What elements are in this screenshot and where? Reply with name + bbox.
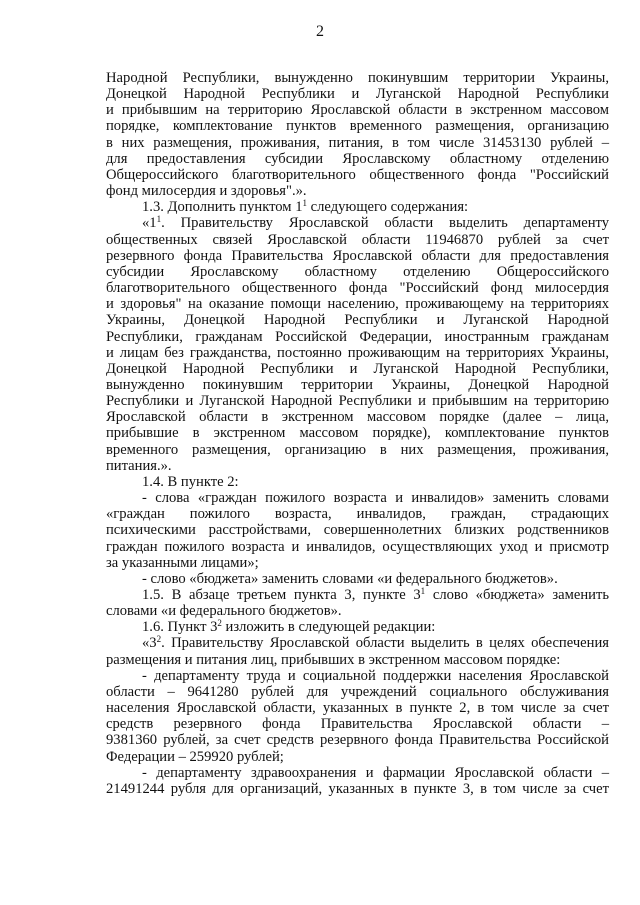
text-fragment: следующего содержания:: [307, 199, 469, 216]
text-line: граждан пожилого возраста и инвалидов, осуществляющих уход и присмотр: [106, 538, 609, 555]
text-line: фонд милосердия и здоровья".».: [106, 183, 307, 200]
text-line: общественных связей Ярославской области 11946870 рублей за счет: [106, 231, 609, 248]
paragraph: [106, 765, 609, 797]
text-line: в них размещения, проживания, питания, в том числе 31453130 рублей –: [106, 134, 609, 151]
text-line: Республики, гражданам Российской Федерации, иностранным гражданам: [106, 328, 609, 345]
text-line: - департаменту здравоохранения и фармации Ярославской области –: [142, 764, 609, 781]
text-line: резервного фонда Правительства Ярославской области для предоставления: [106, 247, 609, 264]
text-line: размещения и питания лиц, прибывших в экстренном массовом порядке:: [106, 651, 561, 668]
text-line: 21491244 рубля для организаций, указанных в пункте 3, в том числе за счет: [106, 780, 609, 797]
text-line: субсидии Ярославскому областному отделению Общероссийского: [106, 263, 609, 280]
text-line: прибывшие в экстренном массовом порядке), комплектование пунктов: [106, 425, 609, 442]
text-fragment: 1.3. Дополнить пунктом 1: [142, 199, 303, 216]
text-line: Общероссийского благотворительного общественного фонда "Российский: [106, 166, 609, 183]
text-line: Донецкой Народной Республики и Луганской Народной Республики: [106, 86, 609, 103]
text-line: Народной Республики, вынужденно покинувшим территории Украины,: [106, 70, 609, 86]
text-fragment: 1.5. В абзаце третьем пункта 3, пункте 3: [142, 587, 421, 603]
text-line: Республики и Луганской Народной Республики и прибывшим на территорию: [106, 393, 609, 410]
text-line: [106, 619, 609, 635]
text-line: и прибывшим на территорию Ярославской области в экстренном массовом: [106, 102, 609, 119]
text-line: и лицам без гражданства, постоянно проживающим на территориях Украины,: [106, 344, 609, 361]
paragraph: [106, 668, 609, 765]
text-line: 1.4. В пункте 2:: [142, 473, 239, 490]
text-line: - слово «бюджета» заменить словами «и федерального бюджетов».: [142, 570, 558, 587]
paragraph: [106, 635, 609, 667]
text-fragment: . Правительству Ярославской области выделить департаменту: [161, 215, 609, 232]
text-fragment: изложить в следующей редакции:: [221, 619, 436, 636]
superscript-index: 1: [420, 586, 426, 596]
text-line: Федерации – 259920 рублей;: [106, 748, 284, 765]
text-line: средств резервного фонда Правительства Ярославской области –: [106, 716, 609, 733]
text-line: за указанными лицами»;: [106, 554, 259, 571]
document-body: [106, 70, 609, 797]
text-line: вынужденно покинувшим территории Украины, Донецкой Народной: [106, 376, 609, 393]
superscript-index: 2: [156, 634, 162, 645]
text-line: [106, 635, 609, 651]
text-line: «граждан пожилого возраста, инвалидов, граждан, страдающих: [106, 506, 609, 523]
text-line: Донецкой Народной Республики и Луганской Народной Республики,: [106, 360, 609, 377]
paragraph: [106, 474, 609, 490]
paragraph: [106, 215, 609, 474]
text-line: порядке, комплектование пунктов временного размещения, организацию: [106, 118, 609, 135]
text-line: для предоставления субсидии Ярославскому областному отделению: [106, 150, 609, 167]
paragraph: [106, 571, 609, 587]
text-line: [106, 587, 609, 603]
superscript-index: 2: [217, 618, 222, 629]
text-fragment: «1: [142, 215, 157, 232]
paragraph: [106, 199, 609, 215]
text-line: питания.».: [106, 457, 172, 474]
text-line: [106, 215, 609, 231]
paragraph: [106, 619, 609, 635]
paragraph: [106, 490, 609, 571]
text-line: - департаменту труда и социальной поддержки населения Ярославской: [142, 667, 609, 684]
text-fragment: 1.6. Пункт 3: [142, 619, 218, 636]
superscript-index: 1: [302, 198, 307, 209]
text-fragment: «3: [142, 635, 157, 652]
text-line: - слова «граждан пожилого возраста и инвалидов» заменить словами: [142, 490, 609, 507]
text-fragment: слово «бюджета» заменить: [425, 587, 609, 603]
text-line: области – 9641280 рублей для учреждений социального обслуживания: [106, 683, 609, 700]
text-line: словами «и федерального бюджетов».: [106, 603, 342, 620]
text-fragment: . Правительству Ярославской области выделить в целях обеспечения: [161, 635, 609, 652]
text-line: Ярославской области в экстренном массовом порядке (далее – лица,: [106, 409, 609, 426]
text-line: [106, 199, 609, 215]
text-line: и здоровья" на оказание помощи населению, проживающему на территориях: [106, 296, 609, 313]
page-number: 2: [316, 23, 324, 40]
text-line: временного размещения, организацию в них размещения, проживания,: [106, 441, 609, 458]
paragraph: [106, 587, 609, 619]
text-line: психическими расстройствами, совершеннолетних близких родственников: [106, 522, 609, 539]
superscript-index: 1: [156, 214, 162, 225]
text-line: Украины, Донецкой Народной Республики и Луганской Народной: [106, 312, 609, 329]
text-line: населения Ярославской области, указанных в пункте 2, в том числе за счет: [106, 700, 609, 717]
text-line: 9381360 рублей, за счет средств резервного фонда Правительства Российской: [106, 732, 609, 749]
paragraph: [106, 70, 609, 199]
text-line: благотворительного общественного фонда "Российский фонд милосердия: [106, 280, 609, 297]
